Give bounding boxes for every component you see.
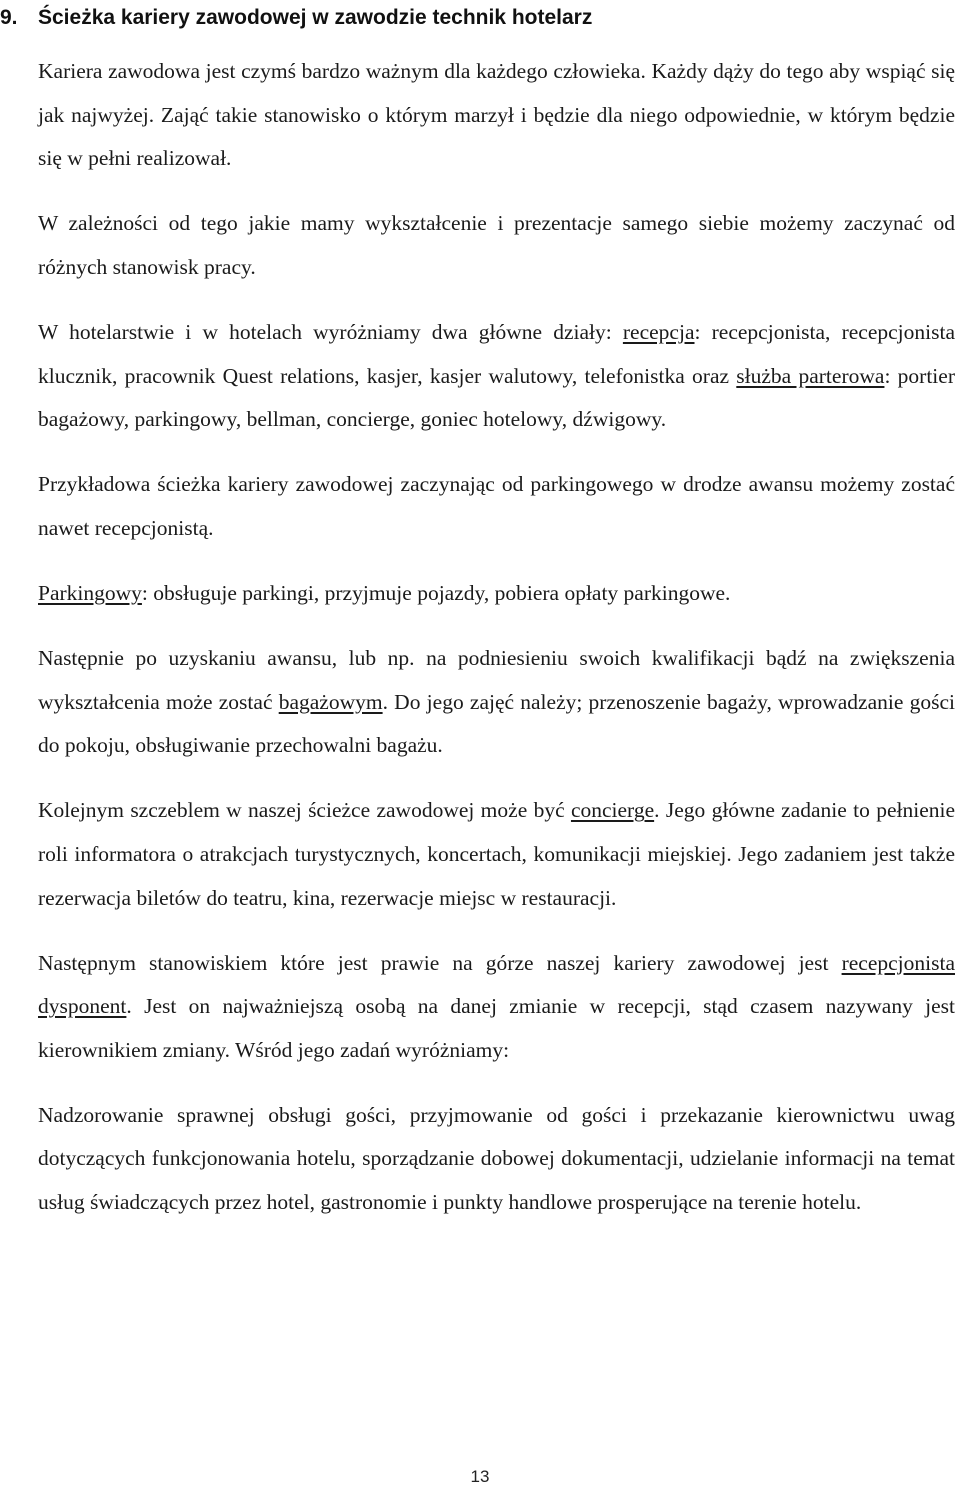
paragraph-text: Kolejnym szczeblem w naszej ścieżce zawodowej może być	[38, 798, 571, 823]
paragraph-text: : portier bagażowy, parkingowy, bellman, concierge, goniec hotelowy, dźwigowy.	[38, 363, 955, 432]
paragraph-text: Następnie po uzyskaniu awansu, lub np. na podniesieniu swoich kwalifikacji bądź na zwiększenia wykształcenia może zostać	[38, 646, 955, 714]
paragraph-text: : recepcjonista, recepcjonista klucznik, pracownik Quest relations, kasjer, kasjer walutowy, telefonistka oraz	[38, 319, 956, 388]
paragraph-text: Nadzorowanie sprawnej obsługi gości, przyjmowanie od gości i przekazanie kierownictwu uwag dotyczących funkcjonowania hotelu, sporządzanie dobowej dokumentacji, udzielanie informacji na temat usług świadczących przez hotel, gastronomie i punkty handlowe prosperujące na terenie hotelu.	[38, 1102, 955, 1215]
term-parking-attendant: Parkingowy	[38, 580, 142, 605]
paragraph-text: . Jest on najważniejszą osobą na danej zmianie w recepcji, stąd czasem nazywany jest kierownikiem zmiany. Wśród jego zadań wyróżniamy:	[38, 994, 955, 1062]
section-number: 9.	[0, 6, 18, 29]
document-body	[38, 50, 955, 1246]
term-concierge: concierge	[570, 798, 655, 823]
paragraph-dispatcher	[38, 942, 955, 1073]
paragraph-text: . Do jego zajęć należy; przenoszenie bagaży, wprowadzanie gości do pokoju, obsługiwanie przechowalni bagażu.	[38, 689, 955, 758]
term-ground-service: służba parterowa	[736, 363, 885, 388]
page-number: 13	[470, 1467, 490, 1486]
term-dispatcher: recepcjonista dysponent	[38, 950, 955, 1019]
paragraph-text: Kariera zawodowa jest czymś bardzo ważnym dla każdego człowieka. Każdy dąży do tego aby wspiąć się jak najwyżej. Zająć takie stanowisko o którym marzył i będzie dla niego odpowiednie, w którym będzie się w pełni realizował.	[38, 59, 955, 171]
paragraph-text: . Jego główne zadanie to pełnienie roli informatora o atrakcjach turystycznych, koncertach, komunikacji miejskiej. Jego zadaniem jest także rezerwacja biletów do teatru, kina, rezerwacje miejsc w restauracji.	[38, 798, 956, 910]
paragraph-text: W hotelarstwie i w hotelach wyróżniamy dwa główne działy:	[38, 319, 623, 344]
paragraph-text: Przykładowa ścieżka kariery zawodowej zaczynając od parkingowego w drodze awansu możemy zostać nawet recepcjonistą.	[38, 472, 955, 540]
term-reception: recepcja	[622, 319, 695, 344]
paragraph-career-intro	[38, 50, 955, 181]
paragraph-text: W zależności od tego jakie mamy wykształcenie i prezentacje samego siebie możemy zaczynać od różnych stanowisk pracy.	[38, 211, 955, 279]
paragraph-text: : obsługuje parkingi, przyjmuje pojazdy, pobiera opłaty parkingowe.	[141, 580, 731, 605]
paragraph-concierge	[38, 789, 955, 920]
paragraph-porter	[38, 637, 955, 768]
section-title: Ścieżka kariery zawodowej w zawodzie technik hotelarz	[38, 6, 593, 29]
paragraph-duties	[38, 1094, 955, 1225]
paragraph-education	[38, 202, 955, 289]
section-heading	[0, 4, 960, 32]
paragraph-example-path	[38, 463, 955, 550]
paragraph-parking-attendant	[38, 572, 955, 616]
paragraph-text: Następnym stanowiskiem które jest prawie na górze naszej kariery zawodowej jest	[38, 950, 842, 975]
paragraph-hotel-departments	[38, 311, 955, 442]
term-porter: bagażowym	[278, 689, 383, 714]
